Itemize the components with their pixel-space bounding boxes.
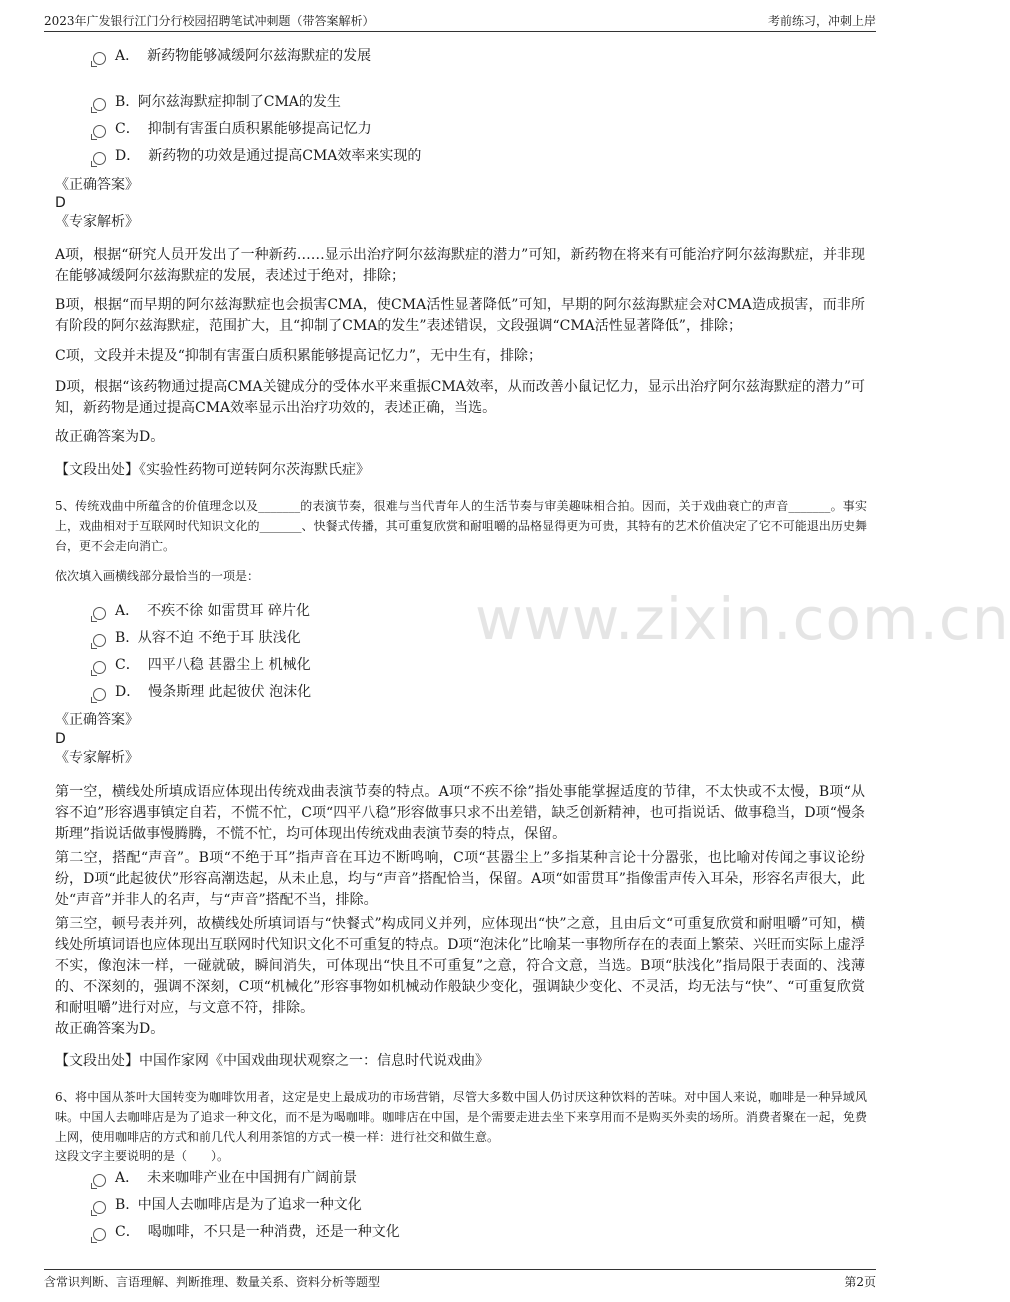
option-letter: D． bbox=[115, 148, 141, 164]
question-prompt: 这段文字主要说明的是（ ）。 bbox=[55, 1149, 230, 1163]
radio-icon[interactable] bbox=[93, 1201, 106, 1214]
option-letter: D． bbox=[115, 684, 141, 700]
option-text: 慢条斯理 此起彼伏 泡沫化 bbox=[148, 684, 312, 700]
radio-icon[interactable] bbox=[93, 688, 106, 701]
option-text: 未来咖啡产业在中国拥有广阔前景 bbox=[147, 1170, 358, 1186]
page-footer bbox=[44, 1269, 876, 1289]
radio-icon[interactable] bbox=[93, 152, 106, 165]
option-text: 四平八稳 甚嚣尘上 机械化 bbox=[147, 657, 311, 673]
analysis-paragraph: B项，根据“而早期的阿尔兹海默症也会损害CMA，使CMA活性显著降低”可知，早期的阿尔兹海默症会对CMA造成损害，而非所有阶段的阿尔兹海默症，范围扩大，且“抑制了CMA的发生”表述错误，文段强调“CMA活性显著降低”，排除； bbox=[55, 297, 865, 334]
q6-option-b[interactable] bbox=[93, 1196, 362, 1214]
header-title: 2023年广发银行江门分行校园招聘笔试冲刺题（带答案解析） bbox=[44, 14, 375, 28]
watermark: www.zixin.com.cn bbox=[475, 585, 1010, 653]
header-slogan: 考前练习，冲刺上岸 bbox=[767, 14, 876, 28]
option-letter: C． bbox=[115, 121, 140, 137]
answer-label: 《正确答案》 bbox=[55, 177, 139, 193]
option-letter: A． bbox=[115, 603, 140, 619]
option-letter: B. bbox=[115, 1197, 130, 1213]
footer-note: 含常识判断、言语理解、判断推理、数量关系、资料分析等题型 bbox=[44, 1275, 381, 1289]
radio-icon[interactable] bbox=[93, 98, 106, 111]
q5-option-c[interactable] bbox=[93, 656, 311, 674]
page-number: 第2页 bbox=[844, 1275, 876, 1289]
analysis-paragraph: 第三空，顿号表并列，故横线处所填词语与“快餐式”构成同义并列，应体现出“快”之意，且由后文“可重复欣赏和耐咀嚼”可知，横线处所填词语也应体现出互联网时代知识文化不可重复的特点。D项“泡沫化”比喻某一事物所存在的表面上繁荣、兴旺而实际上虚浮不实，像泡沫一样，一碰就破，瞬间消失，可体现出“快且不可重复”之意，符合文意，当选。B项“肤浅化”指局限于表面的、浅薄的、不深刻的，强调不深刻，C项“机械化”形容事物如机械动作般缺少变化，强调缺少变化、不灵活，均无法与“快”、“可重复欣赏和耐咀嚼”进行对应，与文意不符，排除。 bbox=[55, 916, 865, 1016]
option-letter: C． bbox=[115, 1224, 140, 1240]
question-prompt: 依次填入画横线部分最恰当的一项是： bbox=[55, 569, 260, 583]
source-citation: 【文段出处】《实验性药物可逆转阿尔茨海默氏症》 bbox=[55, 462, 370, 478]
option-text: 中国人去咖啡店是为了追求一种文化 bbox=[137, 1197, 362, 1213]
q5-option-a[interactable] bbox=[93, 602, 310, 620]
radio-icon[interactable] bbox=[93, 125, 106, 138]
question-stem: 6、将中国从茶叶大国转变为咖啡饮用者，这定是史上最成功的市场营销，尽管大多数中国人仍讨厌这种饮料的苦味。对中国人来说，咖啡是一种异域风味。中国人去咖啡店是为了追求一种文化，而不是为喝咖啡。咖啡店在中国，是个需要走进去坐下来享用而不是购买外卖的场所。消费者聚在一起，免费上网，使用咖啡店的方式和前几代人利用茶馆的方式一模一样：进行社交和做生意。 bbox=[55, 1090, 867, 1144]
analysis-paragraph: 第一空，横线处所填成语应体现出传统戏曲表演节奏的特点。A项“不疾不徐”指处事能掌握适度的节律，不太快或不太慢，B项“从容不迫”形容遇事镇定自若，不慌不忙，C项“四平八稳”形容做事只求不出差错，缺乏创新精神，也可指说话、做事稳当，D项“慢条斯理”指说话做事慢腾腾，不慌不忙，均可体现出传统戏曲表演节奏的特点，保留。 bbox=[55, 784, 865, 842]
option-text: 不疾不徐 如雷贯耳 碎片化 bbox=[147, 603, 311, 619]
q5-option-d[interactable] bbox=[93, 683, 311, 701]
option-letter: A． bbox=[115, 1170, 140, 1186]
radio-icon[interactable] bbox=[93, 1228, 106, 1241]
option-text: 从容不迫 不绝于耳 肤浅化 bbox=[137, 630, 301, 646]
option-text: 新药物的功效是通过提高CMA效率来实现的 bbox=[148, 148, 422, 164]
q4-option-c[interactable] bbox=[93, 120, 372, 138]
radio-icon[interactable] bbox=[93, 607, 106, 620]
analysis-label: 《专家解析》 bbox=[55, 750, 139, 766]
conclusion: 故正确答案为D。 bbox=[55, 429, 165, 445]
radio-icon[interactable] bbox=[93, 661, 106, 674]
option-letter: C． bbox=[115, 657, 140, 673]
analysis-paragraph: 第二空，搭配“声音”。B项“不绝于耳”指声音在耳边不断鸣响，C项“甚嚣尘上”多指某种言论十分嚣张，也比喻对传闻之事议论纷纷，D项“此起彼伏”形容高潮迭起，从未止息，均与“声音”搭配恰当，保留。A项“如雷贯耳”指像雷声传入耳朵，形容名声很大，此处“声音”并非人的名声，与“声音”搭配不当，排除。 bbox=[55, 850, 865, 908]
analysis-paragraph: D项，根据“该药物通过提高CMA关键成分的受体水平来重振CMA效率，从而改善小鼠记忆力，显示出治疗阿尔兹海默症的潜力”可知，新药物是通过提高CMA效率显示出治疗功效的，表述正确，当选。 bbox=[55, 379, 865, 416]
radio-icon[interactable] bbox=[93, 634, 106, 647]
q6-option-a[interactable] bbox=[93, 1169, 357, 1187]
radio-icon[interactable] bbox=[93, 52, 106, 65]
analysis-label: 《专家解析》 bbox=[55, 214, 139, 230]
q4-option-a[interactable] bbox=[93, 47, 371, 65]
analysis-paragraph: A项，根据“研究人员开发出了一种新药……显示出治疗阿尔兹海默症的潜力”可知，新药物在将来有可能治疗阿尔兹海默症，并非现在能够减缓阿尔兹海默症的发展，表述过于绝对，排除； bbox=[55, 247, 865, 284]
option-text: 阿尔兹海默症抑制了CMA的发生 bbox=[137, 94, 341, 110]
option-text: 抑制有害蛋白质积累能够提高记忆力 bbox=[147, 121, 372, 137]
q4-option-d[interactable] bbox=[93, 147, 421, 165]
answer-value: D bbox=[55, 731, 66, 747]
answer-label: 《正确答案》 bbox=[55, 712, 139, 728]
q4-option-b[interactable] bbox=[93, 93, 341, 111]
option-letter: B. bbox=[115, 94, 130, 110]
option-text: 喝咖啡，不只是一种消费，还是一种文化 bbox=[147, 1224, 400, 1240]
q5-option-b[interactable] bbox=[93, 629, 301, 647]
option-letter: A． bbox=[115, 48, 140, 64]
analysis-paragraph: C项，文段并未提及“抑制有害蛋白质积累能够提高记忆力”，无中生有，排除； bbox=[55, 348, 543, 364]
source-citation: 【文段出处】中国作家网《中国戏曲现状观察之一：信息时代说戏曲》 bbox=[55, 1053, 489, 1069]
radio-icon[interactable] bbox=[93, 1174, 106, 1187]
answer-value: D bbox=[55, 195, 66, 211]
question-stem: 5、传统戏曲中所蕴含的价值理念以及_______的表演节奏，很难与当代青年人的生活节奏与审美趣味相合拍。因而，关于戏曲衰亡的声音_______。事实上，戏曲相对于互联网时代知识文化的_______、快餐式传播，其可重复欣赏和耐咀嚼的品格显得更为可贵，其特有的艺术价值决定了它不可能退出历史舞台，更不会走向消亡。 bbox=[55, 499, 867, 553]
option-text: 新药物能够减缓阿尔兹海默症的发展 bbox=[147, 48, 372, 64]
conclusion: 故正确答案为D。 bbox=[55, 1021, 165, 1037]
option-letter: B. bbox=[115, 630, 130, 646]
q6-option-c[interactable] bbox=[93, 1223, 400, 1241]
